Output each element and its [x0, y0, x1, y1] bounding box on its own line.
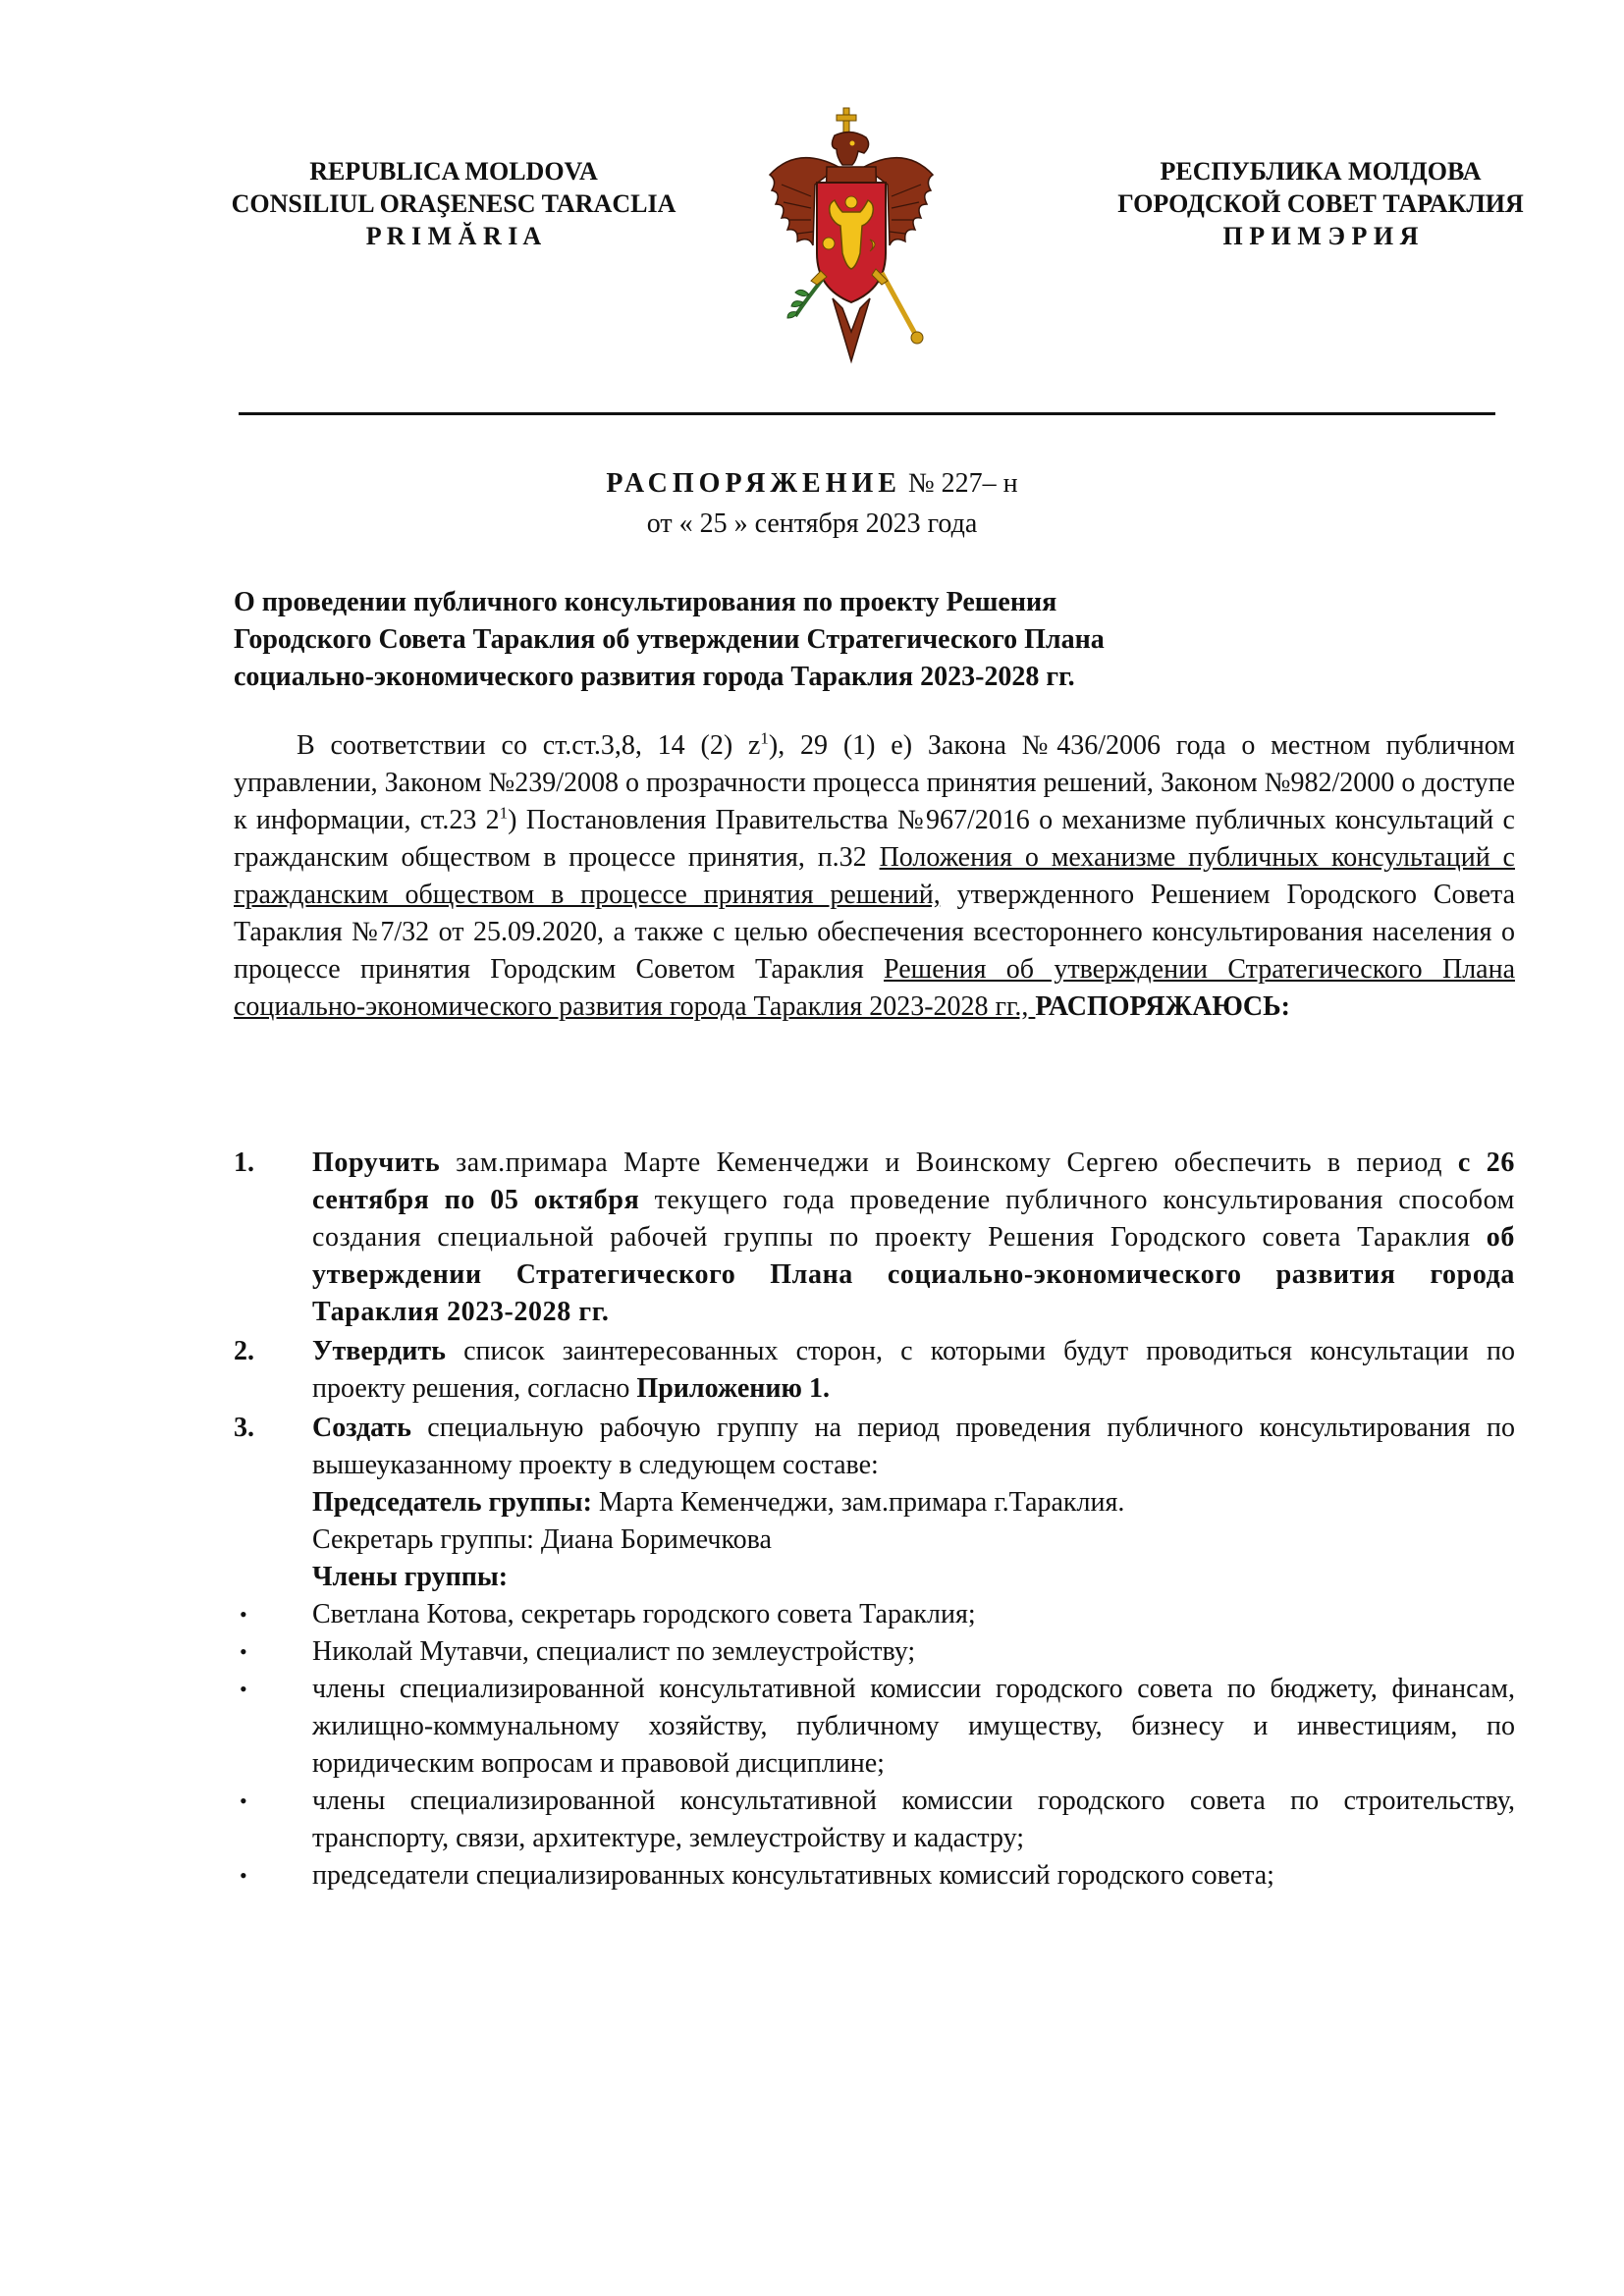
item-verb: Утвердить	[312, 1336, 446, 1366]
member-text: Николай Мутавчи, специалист по землеустройству;	[312, 1636, 916, 1667]
preamble-text: ) Постановления Правительства №967/2016 о механизме публичных консультаций с гражданским обществом в процессе принятия, п.32	[234, 805, 1515, 873]
chair-label: Председатель группы:	[312, 1487, 592, 1518]
members-label: Члены группы:	[312, 1562, 509, 1592]
group-secretary: Секретарь группы: Диана Боримечкова	[312, 1524, 772, 1555]
member-item	[234, 1857, 1515, 1895]
header-right-council: ГОРОДСКОЙ СОВЕТ ТАРАКЛИЯ	[1117, 189, 1524, 218]
item-number: 2.	[234, 1336, 254, 1366]
preamble-paragraph	[234, 727, 1515, 1026]
decree-word: РАСПОРЯЖАЮСЬ:	[1035, 991, 1290, 1022]
order-title	[0, 468, 1624, 500]
preamble-text: утвержденного Решением Городского Совета Тараклия №7/32 от 25.09.2020, а также с целью обеспечения всестороннего консультирования населения о процессе принятия Городским Советом Тараклия	[234, 880, 1515, 985]
subject-line: Городского Совета Тараклия об утверждении Стратегического Плана	[234, 624, 1105, 655]
order-subject	[234, 584, 1510, 696]
list-item	[234, 1145, 1515, 1331]
bullet-icon: •	[240, 1639, 247, 1664]
header-right	[1065, 155, 1576, 252]
member-item	[234, 1596, 1515, 1633]
subject-line: социально-экономического развития города Тараклия 2023-2028 гг.	[234, 662, 1075, 692]
header-right-office: П Р И М Э Р И Я	[1222, 222, 1419, 250]
header-left-office: P R I M Ă R I A	[365, 222, 542, 250]
item-annex: Приложению 1.	[636, 1373, 830, 1404]
item-period: с 26 сентября по 05 октября	[312, 1148, 1515, 1215]
item-text-part: зам.примара Марте Кеменчеджи и Воинскому Сергею обеспечить в период	[440, 1148, 1458, 1178]
header-right-country: РЕСПУБЛИКА МОЛДОВА	[1160, 157, 1482, 186]
member-text: председатели специализированных консультативных комиссий городского совета;	[312, 1860, 1274, 1891]
member-item	[234, 1671, 1515, 1783]
member-text: члены специализированной консультативной комиссии городского совета по бюджету, финансам, жилищно-коммунальному хозяйству, публичному имуществу, бизнесу и инвестициям, по юридическим вопросам и правовой дисциплине;	[312, 1674, 1515, 1779]
preamble-underlined-reference: Положения о механизме публичных консультаций с гражданским обществом в процессе принятия решений,	[234, 842, 1515, 910]
bullet-icon: •	[240, 1863, 247, 1888]
item-text-part: список заинтересованных сторон, с которыми будут проводиться консультации по проекту решения, согласно	[312, 1336, 1515, 1404]
item-text	[312, 1333, 1515, 1408]
order-date: от « 25 » сентября 2023 года	[646, 508, 978, 539]
header-left	[189, 155, 719, 252]
member-text: Светлана Котова, секретарь городского совета Тараклия;	[312, 1599, 976, 1629]
item-text	[312, 1145, 1515, 1331]
bullet-icon: •	[240, 1789, 247, 1813]
item-verb: Создать	[312, 1413, 411, 1443]
order-items	[234, 1145, 1515, 1895]
item-text	[312, 1410, 1515, 1484]
member-item	[234, 1783, 1515, 1857]
order-label: РАСПОРЯЖЕНИЕ	[606, 468, 901, 499]
superscript: 1	[760, 728, 769, 748]
header-divider	[239, 412, 1495, 415]
group-chair	[312, 1484, 1515, 1522]
preamble-text: В соответствии со ст.ст.3,8, 14 (2) z	[297, 730, 761, 761]
chair-name: Марта Кеменчеджи, зам.примара г.Тараклия.	[591, 1487, 1125, 1518]
member-text: члены специализированной консультативной комиссии городского совета по строительству, транспорту, связи, архитектуре, землеустройству и кадастру;	[312, 1786, 1515, 1853]
subject-line: О проведении публичного консультирования по проекту Решения	[234, 587, 1057, 617]
member-item	[234, 1633, 1515, 1671]
bullet-icon: •	[240, 1677, 247, 1701]
preamble-text: ), 29 (1) е) Закона №436/2006 года о местном публичном управлении, Законом №239/2008 о прозрачности процесса принятия решений, Законом №982/2000 о доступе к информации, ст.23 2	[234, 730, 1515, 835]
item-text-part: специальную рабочую группу на период проведения публичного консультирования по вышеуказанному проекту в следующем составе:	[312, 1413, 1515, 1480]
item-number: 1.	[234, 1148, 254, 1178]
header-left-council: CONSILIUL ORAŞENESC TARACLIA	[231, 189, 677, 218]
superscript: 1	[499, 803, 509, 823]
cross-icon	[837, 108, 856, 133]
list-item	[234, 1333, 1515, 1408]
bullet-icon: •	[240, 1602, 247, 1627]
order-number: № 227– н	[907, 468, 1018, 499]
item-number: 3.	[234, 1413, 254, 1443]
coat-of-arms-icon	[758, 106, 945, 381]
item-verb: Поручить	[312, 1148, 441, 1178]
preamble-underlined-reference: Решения об утверждении Стратегического Плана социально-экономического развития города Тараклия 2023-2028 гг.,	[234, 954, 1516, 1022]
members-list	[234, 1596, 1515, 1895]
item-text-part: текущего года проведение публичного консультирования способом создания специальной рабочей группы по проекту Решения Городского совета Тараклия	[312, 1185, 1515, 1253]
list-item	[234, 1410, 1515, 1596]
header-left-country: REPUBLICA MOLDOVA	[309, 157, 598, 186]
item-tail: об утверждении Стратегического Плана социально-экономического развития города Тараклия 2023-2028 гг.	[312, 1222, 1515, 1327]
